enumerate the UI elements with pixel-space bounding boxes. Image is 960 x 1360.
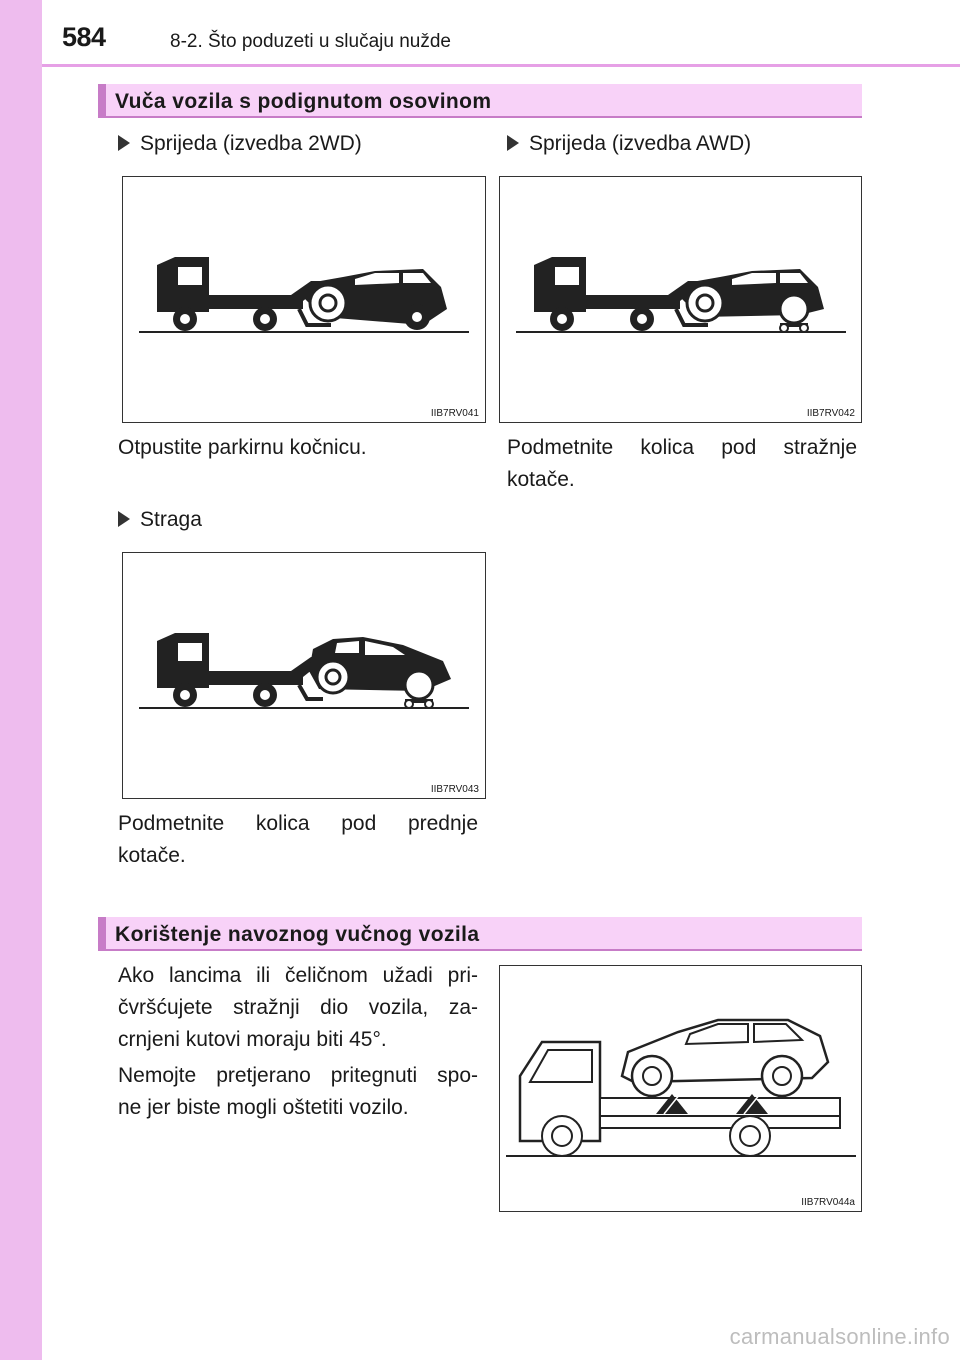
figure-tow-front-awd <box>499 176 862 423</box>
text-line: Nemojte pretjerano pritegnuti spo- <box>118 1064 478 1087</box>
section-heading-lifted-axle <box>98 84 862 118</box>
section-title: Korištenje navoznog vučnog vozila <box>115 923 480 946</box>
text-line: čvršćujete stražnji dio vozila, za- <box>118 996 478 1019</box>
section-heading-flatbed <box>98 917 862 951</box>
text-flatbed-chains <box>118 960 478 1056</box>
section-accent <box>98 917 106 949</box>
text-line: Ako lancima ili čeličnom užadi pri- <box>118 964 478 987</box>
bullet-arrow-icon <box>118 135 130 151</box>
section-accent <box>98 84 106 116</box>
figure-code: IIB7RV044a <box>801 1197 855 1208</box>
text-line: Podmetnite kolica pod prednje <box>118 812 478 835</box>
header-rule <box>42 64 960 67</box>
section-title: Vuča vozila s podignutom osovinom <box>115 90 492 113</box>
text-line: Podmetnite kolica pod stražnje <box>507 436 857 459</box>
bullet-rear: Straga <box>118 508 202 532</box>
figure-tow-front-2wd <box>122 176 486 423</box>
tow-truck-dolly-rear-illustration <box>500 177 861 422</box>
bullet-front-2wd: Sprijeda (izvedba 2WD) <box>118 132 362 156</box>
tow-truck-lifted-rear-illustration <box>123 553 485 798</box>
chapter-title: 8-2. Što poduzeti u slučaju nužde <box>170 31 451 52</box>
figure-code: IIB7RV043 <box>430 784 479 795</box>
text-front-2wd: Otpustite parkirnu kočnicu. <box>118 436 367 459</box>
text-line: ne jer biste mogli oštetiti vozilo. <box>118 1096 409 1119</box>
text-line: kotače. <box>507 468 575 491</box>
figure-code: IIB7RV042 <box>806 408 855 419</box>
page-number: 584 <box>62 22 106 52</box>
text-line: kotače. <box>118 844 186 867</box>
text-flatbed-straps <box>118 1060 478 1124</box>
flatbed-truck-illustration <box>500 966 861 1211</box>
bullet-front-awd: Sprijeda (izvedba AWD) <box>507 132 751 156</box>
tow-truck-lifted-front-illustration <box>123 177 485 422</box>
bullet-arrow-icon <box>507 135 519 151</box>
text-rear <box>118 808 478 872</box>
figure-tow-rear <box>122 552 486 799</box>
figure-flatbed-truck <box>499 965 862 1212</box>
text-front-awd <box>507 432 857 496</box>
figure-code: IIB7RV041 <box>430 408 479 419</box>
text-line: crnjeni kutovi moraju biti 45°. <box>118 1028 387 1051</box>
side-tab-strip <box>0 0 42 1360</box>
watermark: carmanualsonline.info <box>729 1324 950 1349</box>
bullet-arrow-icon <box>118 511 130 527</box>
